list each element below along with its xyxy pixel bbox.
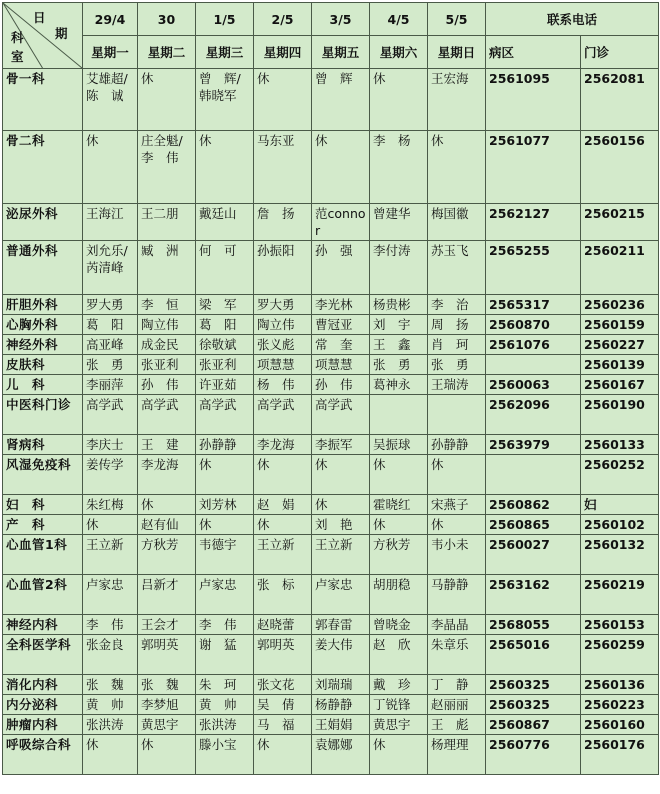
- table-row: [3, 535, 659, 575]
- department-cell: 儿 科: [3, 375, 83, 395]
- doctor-cell: 休: [312, 455, 370, 495]
- table-row: [3, 295, 659, 315]
- doctor-cell: 韦德宇: [196, 535, 254, 575]
- date-cell: 4/5: [370, 3, 428, 36]
- doctor-cell: 梅国徽: [428, 204, 486, 241]
- department-cell: 肝胆外科: [3, 295, 83, 315]
- doctor-cell: 项慧慧: [312, 355, 370, 375]
- doctor-cell: 郭明英: [138, 635, 196, 675]
- doctor-cell: 张 勇: [83, 355, 138, 375]
- doctor-cell: 陶立伟: [254, 315, 312, 335]
- doctor-cell: 王会才: [138, 615, 196, 635]
- doctor-cell: 袁娜娜: [312, 735, 370, 775]
- doctor-cell: 梁 军: [196, 295, 254, 315]
- doctor-cell: 赵丽丽: [428, 695, 486, 715]
- doctor-cell: 王 彪: [428, 715, 486, 735]
- doctor-cell: 孙静静: [428, 435, 486, 455]
- ward-phone-cell: 2565317: [486, 295, 581, 315]
- doctor-cell: 曾晓金: [370, 615, 428, 635]
- doctor-cell: 孙 伟: [138, 375, 196, 395]
- doctor-cell: 休: [196, 131, 254, 204]
- doctor-cell: 李龙海: [254, 435, 312, 455]
- ward-phone-cell: 2560870: [486, 315, 581, 335]
- clinic-phone-cell: 2560160: [581, 715, 659, 735]
- doctor-cell: 马静静: [428, 575, 486, 615]
- doctor-cell: 葛 阳: [83, 315, 138, 335]
- ward-phone-cell: 2561076: [486, 335, 581, 355]
- ward-phone-cell: [486, 455, 581, 495]
- date-cell: 30: [138, 3, 196, 36]
- table-row: [3, 495, 659, 515]
- doctor-cell: 张 勇: [370, 355, 428, 375]
- ward-phone-cell: 2565255: [486, 241, 581, 295]
- corner-room: 室: [11, 49, 24, 64]
- doctor-cell: 王立新: [312, 535, 370, 575]
- clinic-phone-cell: 2560236: [581, 295, 659, 315]
- doctor-cell: 休: [83, 131, 138, 204]
- doctor-cell: 戴 珍: [370, 675, 428, 695]
- doctor-cell: 休: [254, 735, 312, 775]
- ward-phone-cell: 2560325: [486, 675, 581, 695]
- department-cell: 产 科: [3, 515, 83, 535]
- doctor-cell: 吴 倩: [254, 695, 312, 715]
- doctor-cell: 休: [83, 515, 138, 535]
- doctor-cell: 王立新: [83, 535, 138, 575]
- doctor-cell: 高亚峰: [83, 335, 138, 355]
- doctor-cell: 常 奎: [312, 335, 370, 355]
- header-row-dates: [3, 3, 659, 36]
- doctor-cell: 李梦旭: [138, 695, 196, 715]
- doctor-cell: 休: [254, 69, 312, 131]
- doctor-cell: 孙 伟: [312, 375, 370, 395]
- doctor-cell: 李晶晶: [428, 615, 486, 635]
- doctor-cell: 张 勇: [428, 355, 486, 375]
- clinic-phone-cell: 2560223: [581, 695, 659, 715]
- clinic-phone-cell: 2560153: [581, 615, 659, 635]
- doctor-cell: 孙静静: [196, 435, 254, 455]
- doctor-cell: 刘芳林: [196, 495, 254, 515]
- ward-phone-cell: 2565016: [486, 635, 581, 675]
- clinic-phone-cell: 2560259: [581, 635, 659, 675]
- doctor-cell: 成金民: [138, 335, 196, 355]
- doctor-cell: 休: [428, 455, 486, 495]
- doctor-cell: 滕小宝: [196, 735, 254, 775]
- weekday-cell: 星期二: [138, 36, 196, 69]
- department-cell: 心血管1科: [3, 535, 83, 575]
- doctor-cell: 曾建华: [370, 204, 428, 241]
- doctor-cell: 王二朋: [138, 204, 196, 241]
- clinic-phone-cell: 2560139: [581, 355, 659, 375]
- clinic-phone-cell: 2560219: [581, 575, 659, 615]
- doctor-cell: 臧 洲: [138, 241, 196, 295]
- department-cell: 泌尿外科: [3, 204, 83, 241]
- clinic-phone-cell: 2560252: [581, 455, 659, 495]
- date-cell: 3/5: [312, 3, 370, 36]
- weekday-cell: 星期六: [370, 36, 428, 69]
- department-cell: 风湿免疫科: [3, 455, 83, 495]
- weekday-cell: 星期四: [254, 36, 312, 69]
- table-row: [3, 315, 659, 335]
- doctor-cell: 张 魏: [138, 675, 196, 695]
- doctor-cell: 李 恒: [138, 295, 196, 315]
- doctor-cell: 卢家忠: [196, 575, 254, 615]
- clinic-phone-cell: 2560211: [581, 241, 659, 295]
- doctor-cell: 谢 猛: [196, 635, 254, 675]
- doctor-cell: [370, 395, 428, 435]
- doctor-cell: 罗大勇: [83, 295, 138, 315]
- corner-dept: 科: [11, 30, 24, 45]
- doctor-cell: 休: [83, 735, 138, 775]
- clinic-phone-cell: 妇: [581, 495, 659, 515]
- table-row: [3, 69, 659, 131]
- clinic-phone-cell: 2560176: [581, 735, 659, 775]
- contact-header: 联系电话: [486, 3, 659, 36]
- doctor-cell: 张 标: [254, 575, 312, 615]
- doctor-cell: 高学武: [312, 395, 370, 435]
- doctor-cell: 王 建: [138, 435, 196, 455]
- ward-phone-cell: 2561077: [486, 131, 581, 204]
- doctor-cell: 葛神永: [370, 375, 428, 395]
- doctor-cell: 张亚利: [138, 355, 196, 375]
- doctor-cell: 赵晓蕾: [254, 615, 312, 635]
- department-cell: 呼吸综合科: [3, 735, 83, 775]
- doctor-cell: 杨贵彬: [370, 295, 428, 315]
- doctor-cell: 苏玉飞: [428, 241, 486, 295]
- doctor-cell: 郭春雷: [312, 615, 370, 635]
- department-cell: 全科医学科: [3, 635, 83, 675]
- doctor-cell: 高学武: [138, 395, 196, 435]
- doctor-cell: 卢家忠: [83, 575, 138, 615]
- doctor-cell: 赵有仙: [138, 515, 196, 535]
- doctor-cell: 朱章乐: [428, 635, 486, 675]
- department-cell: 妇 科: [3, 495, 83, 515]
- ward-phone-cell: 2568055: [486, 615, 581, 635]
- doctor-cell: 项慧慧: [254, 355, 312, 375]
- doctor-cell: 徐敬斌: [196, 335, 254, 355]
- doctor-cell: 黄 帅: [196, 695, 254, 715]
- date-cell: 5/5: [428, 3, 486, 36]
- clinic-phone-cell: 2560132: [581, 535, 659, 575]
- table-row: [3, 435, 659, 455]
- ward-phone-cell: 2560063: [486, 375, 581, 395]
- corner-cell: [3, 3, 83, 69]
- department-cell: 骨二科: [3, 131, 83, 204]
- doctor-cell: 休: [138, 69, 196, 131]
- doctor-cell: 杨 伟: [254, 375, 312, 395]
- doctor-cell: 朱红梅: [83, 495, 138, 515]
- doctor-cell: 孙 强: [312, 241, 370, 295]
- doctor-cell: 休: [370, 735, 428, 775]
- doctor-cell: 刘允乐/芮清峰: [83, 241, 138, 295]
- doctor-cell: 宋燕子: [428, 495, 486, 515]
- doctor-cell: 李 治: [428, 295, 486, 315]
- doctor-cell: 韦小未: [428, 535, 486, 575]
- department-cell: 神经外科: [3, 335, 83, 355]
- doctor-cell: 张文花: [254, 675, 312, 695]
- doctor-cell: [428, 395, 486, 435]
- doctor-cell: 杨理理: [428, 735, 486, 775]
- doctor-cell: 卢家忠: [312, 575, 370, 615]
- ward-phone-cell: 2560776: [486, 735, 581, 775]
- doctor-cell: 刘瑞瑞: [312, 675, 370, 695]
- doctor-cell: 张金良: [83, 635, 138, 675]
- ward-phone-cell: 2561095: [486, 69, 581, 131]
- doctor-cell: 方秋芳: [370, 535, 428, 575]
- table-row: [3, 375, 659, 395]
- doctor-cell: 张亚利: [196, 355, 254, 375]
- doctor-cell: 刘 艳: [312, 515, 370, 535]
- doctor-cell: 詹 扬: [254, 204, 312, 241]
- doctor-cell: 李振军: [312, 435, 370, 455]
- doctor-cell: 休: [370, 69, 428, 131]
- table-row: [3, 735, 659, 775]
- ward-phone-cell: 2563162: [486, 575, 581, 615]
- date-cell: 1/5: [196, 3, 254, 36]
- doctor-cell: 休: [370, 515, 428, 535]
- doctor-cell: 李龙海: [138, 455, 196, 495]
- doctor-cell: 罗大勇: [254, 295, 312, 315]
- clinic-phone-cell: 2560190: [581, 395, 659, 435]
- ward-phone-cell: 2563979: [486, 435, 581, 455]
- doctor-cell: 休: [312, 495, 370, 515]
- table-row: [3, 204, 659, 241]
- weekday-cell: 星期三: [196, 36, 254, 69]
- department-cell: 神经内科: [3, 615, 83, 635]
- department-cell: 心胸外科: [3, 315, 83, 335]
- doctor-cell: 刘 宇: [370, 315, 428, 335]
- doctor-cell: 范connor: [312, 204, 370, 241]
- ward-phone-cell: 2560865: [486, 515, 581, 535]
- table-row: [3, 455, 659, 495]
- doctor-cell: 周 扬: [428, 315, 486, 335]
- doctor-cell: 姜传学: [83, 455, 138, 495]
- ward-phone-cell: 2560867: [486, 715, 581, 735]
- doctor-cell: 孙振阳: [254, 241, 312, 295]
- clinic-phone-cell: 2560159: [581, 315, 659, 335]
- doctor-cell: 王宏海: [428, 69, 486, 131]
- doctor-cell: 休: [138, 735, 196, 775]
- doctor-cell: 曾 辉/韩晓军: [196, 69, 254, 131]
- table-row: [3, 241, 659, 295]
- doctor-cell: 肖 珂: [428, 335, 486, 355]
- doctor-cell: 姜大伟: [312, 635, 370, 675]
- doctor-cell: 张洪涛: [83, 715, 138, 735]
- doctor-cell: 李庆士: [83, 435, 138, 455]
- schedule-body: [3, 69, 659, 775]
- doctor-cell: 黄 帅: [83, 695, 138, 715]
- ward-header: 病区: [486, 36, 581, 69]
- doctor-cell: 休: [370, 455, 428, 495]
- doctor-cell: 李 伟: [196, 615, 254, 635]
- ward-phone-cell: 2562096: [486, 395, 581, 435]
- doctor-cell: 艾雄超/ 陈 诚: [83, 69, 138, 131]
- corner-day: 日: [33, 10, 46, 25]
- doctor-cell: 王海江: [83, 204, 138, 241]
- doctor-cell: 高学武: [83, 395, 138, 435]
- doctor-cell: 郭明英: [254, 635, 312, 675]
- ward-phone-cell: 2560862: [486, 495, 581, 515]
- doctor-cell: 休: [196, 515, 254, 535]
- header-row-weekdays: [3, 36, 659, 69]
- doctor-cell: 休: [138, 495, 196, 515]
- table-row: [3, 335, 659, 355]
- doctor-cell: 赵 娟: [254, 495, 312, 515]
- table-row: [3, 695, 659, 715]
- doctor-cell: 李付涛: [370, 241, 428, 295]
- doctor-cell: 张 魏: [83, 675, 138, 695]
- doctor-cell: 休: [196, 455, 254, 495]
- doctor-cell: 朱 珂: [196, 675, 254, 695]
- doctor-cell: 王 鑫: [370, 335, 428, 355]
- clinic-header: 门诊: [581, 36, 659, 69]
- clinic-phone-cell: 2560133: [581, 435, 659, 455]
- doctor-cell: 胡朋稳: [370, 575, 428, 615]
- ward-phone-cell: 2560325: [486, 695, 581, 715]
- doctor-cell: 李 伟: [83, 615, 138, 635]
- doctor-cell: 休: [254, 455, 312, 495]
- department-cell: 肿瘤内科: [3, 715, 83, 735]
- doctor-cell: 霍晓红: [370, 495, 428, 515]
- clinic-phone-cell: 2560156: [581, 131, 659, 204]
- clinic-phone-cell: 2560102: [581, 515, 659, 535]
- clinic-phone-cell: 2560136: [581, 675, 659, 695]
- department-cell: 内分泌科: [3, 695, 83, 715]
- department-cell: 消化内科: [3, 675, 83, 695]
- table-row: [3, 395, 659, 435]
- department-cell: 普通外科: [3, 241, 83, 295]
- doctor-cell: 李光林: [312, 295, 370, 315]
- doctor-cell: 赵 欣: [370, 635, 428, 675]
- doctor-cell: 王瑞涛: [428, 375, 486, 395]
- doctor-cell: 许亚茹: [196, 375, 254, 395]
- doctor-cell: 丁锐锋: [370, 695, 428, 715]
- table-row: [3, 675, 659, 695]
- doctor-cell: 马东亚: [254, 131, 312, 204]
- doctor-cell: 吕新才: [138, 575, 196, 615]
- table-row: [3, 131, 659, 204]
- department-cell: 皮肤科: [3, 355, 83, 375]
- doctor-cell: 王娟娟: [312, 715, 370, 735]
- department-cell: 骨一科: [3, 69, 83, 131]
- doctor-cell: 李 杨: [370, 131, 428, 204]
- date-cell: 2/5: [254, 3, 312, 36]
- ward-phone-cell: 2562127: [486, 204, 581, 241]
- table-row: [3, 615, 659, 635]
- doctor-cell: 黄思宇: [138, 715, 196, 735]
- clinic-phone-cell: 2562081: [581, 69, 659, 131]
- corner-period: 期: [55, 26, 68, 41]
- doctor-cell: 何 可: [196, 241, 254, 295]
- department-cell: 肾病科: [3, 435, 83, 455]
- doctor-cell: 杨静静: [312, 695, 370, 715]
- doctor-cell: 黄思宇: [370, 715, 428, 735]
- doctor-cell: 吴振球: [370, 435, 428, 455]
- clinic-phone-cell: 2560167: [581, 375, 659, 395]
- weekday-cell: 星期五: [312, 36, 370, 69]
- doctor-cell: 张洪涛: [196, 715, 254, 735]
- doctor-cell: 陶立伟: [138, 315, 196, 335]
- doctor-cell: 戴廷山: [196, 204, 254, 241]
- table-row: [3, 355, 659, 375]
- table-row: [3, 715, 659, 735]
- table-row: [3, 575, 659, 615]
- doctor-cell: 曹冠亚: [312, 315, 370, 335]
- weekday-cell: 星期一: [83, 36, 138, 69]
- doctor-cell: 丁 静: [428, 675, 486, 695]
- doctor-cell: 葛 阳: [196, 315, 254, 335]
- doctor-cell: 庄全魁/ 李 伟: [138, 131, 196, 204]
- weekday-cell: 星期日: [428, 36, 486, 69]
- table-row: [3, 635, 659, 675]
- doctor-cell: 休: [254, 515, 312, 535]
- department-cell: 心血管2科: [3, 575, 83, 615]
- doctor-cell: 休: [428, 515, 486, 535]
- doctor-cell: 高学武: [196, 395, 254, 435]
- doctor-cell: 王立新: [254, 535, 312, 575]
- doctor-cell: 张义彪: [254, 335, 312, 355]
- clinic-phone-cell: 2560215: [581, 204, 659, 241]
- doctor-cell: 休: [312, 131, 370, 204]
- doctor-cell: 李丽萍: [83, 375, 138, 395]
- doctor-cell: 休: [428, 131, 486, 204]
- doctor-cell: 方秋芳: [138, 535, 196, 575]
- duty-schedule-table: [2, 2, 659, 775]
- ward-phone-cell: [486, 355, 581, 375]
- date-cell: 29/4: [83, 3, 138, 36]
- department-cell: 中医科门诊: [3, 395, 83, 435]
- table-row: [3, 515, 659, 535]
- doctor-cell: 高学武: [254, 395, 312, 435]
- clinic-phone-cell: 2560227: [581, 335, 659, 355]
- ward-phone-cell: 2560027: [486, 535, 581, 575]
- doctor-cell: 曾 辉: [312, 69, 370, 131]
- doctor-cell: 马 福: [254, 715, 312, 735]
